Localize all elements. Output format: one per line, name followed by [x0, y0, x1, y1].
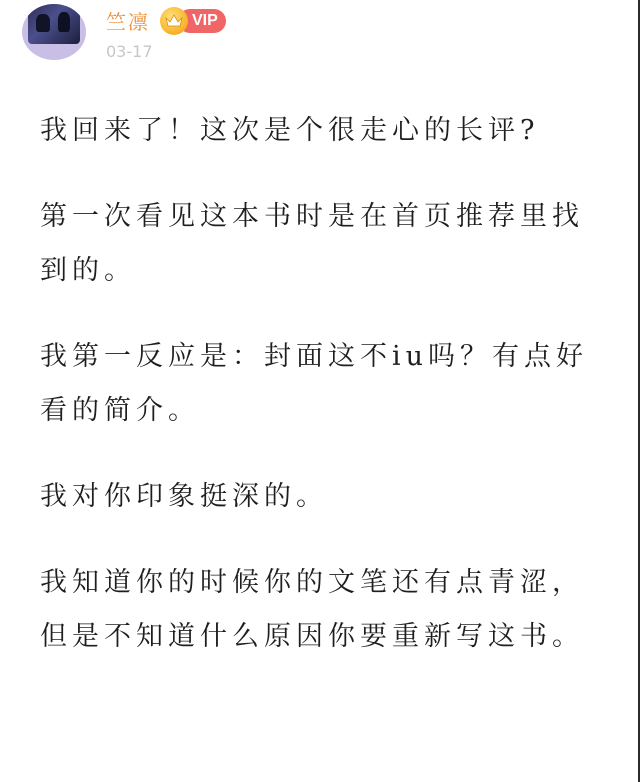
vip-badge: VIP: [178, 9, 226, 33]
comment-paragraph: 我知道你的时候你的文笔还有点青涩，但是不知道什么原因你要重新写这书。: [40, 567, 584, 652]
post-date: 03-17: [106, 42, 153, 61]
user-row: [106, 6, 226, 35]
comment-paragraph: 我第一反应是：封面这不iu吗？有点好看的简介。: [40, 341, 589, 426]
username[interactable]: 竺凛: [106, 10, 150, 34]
comment-body: [40, 104, 600, 696]
crown-icon: [160, 7, 188, 35]
comment-paragraph: 我对你印象挺深的。: [40, 481, 328, 512]
comment-paragraph: 第一次看见这本书时是在首页推荐里找到的。: [40, 201, 584, 286]
comment-paragraph: 我回来了！这次是个很走心的长评?: [40, 115, 540, 146]
user-avatar[interactable]: [22, 4, 86, 60]
avatar-image: [28, 4, 80, 44]
